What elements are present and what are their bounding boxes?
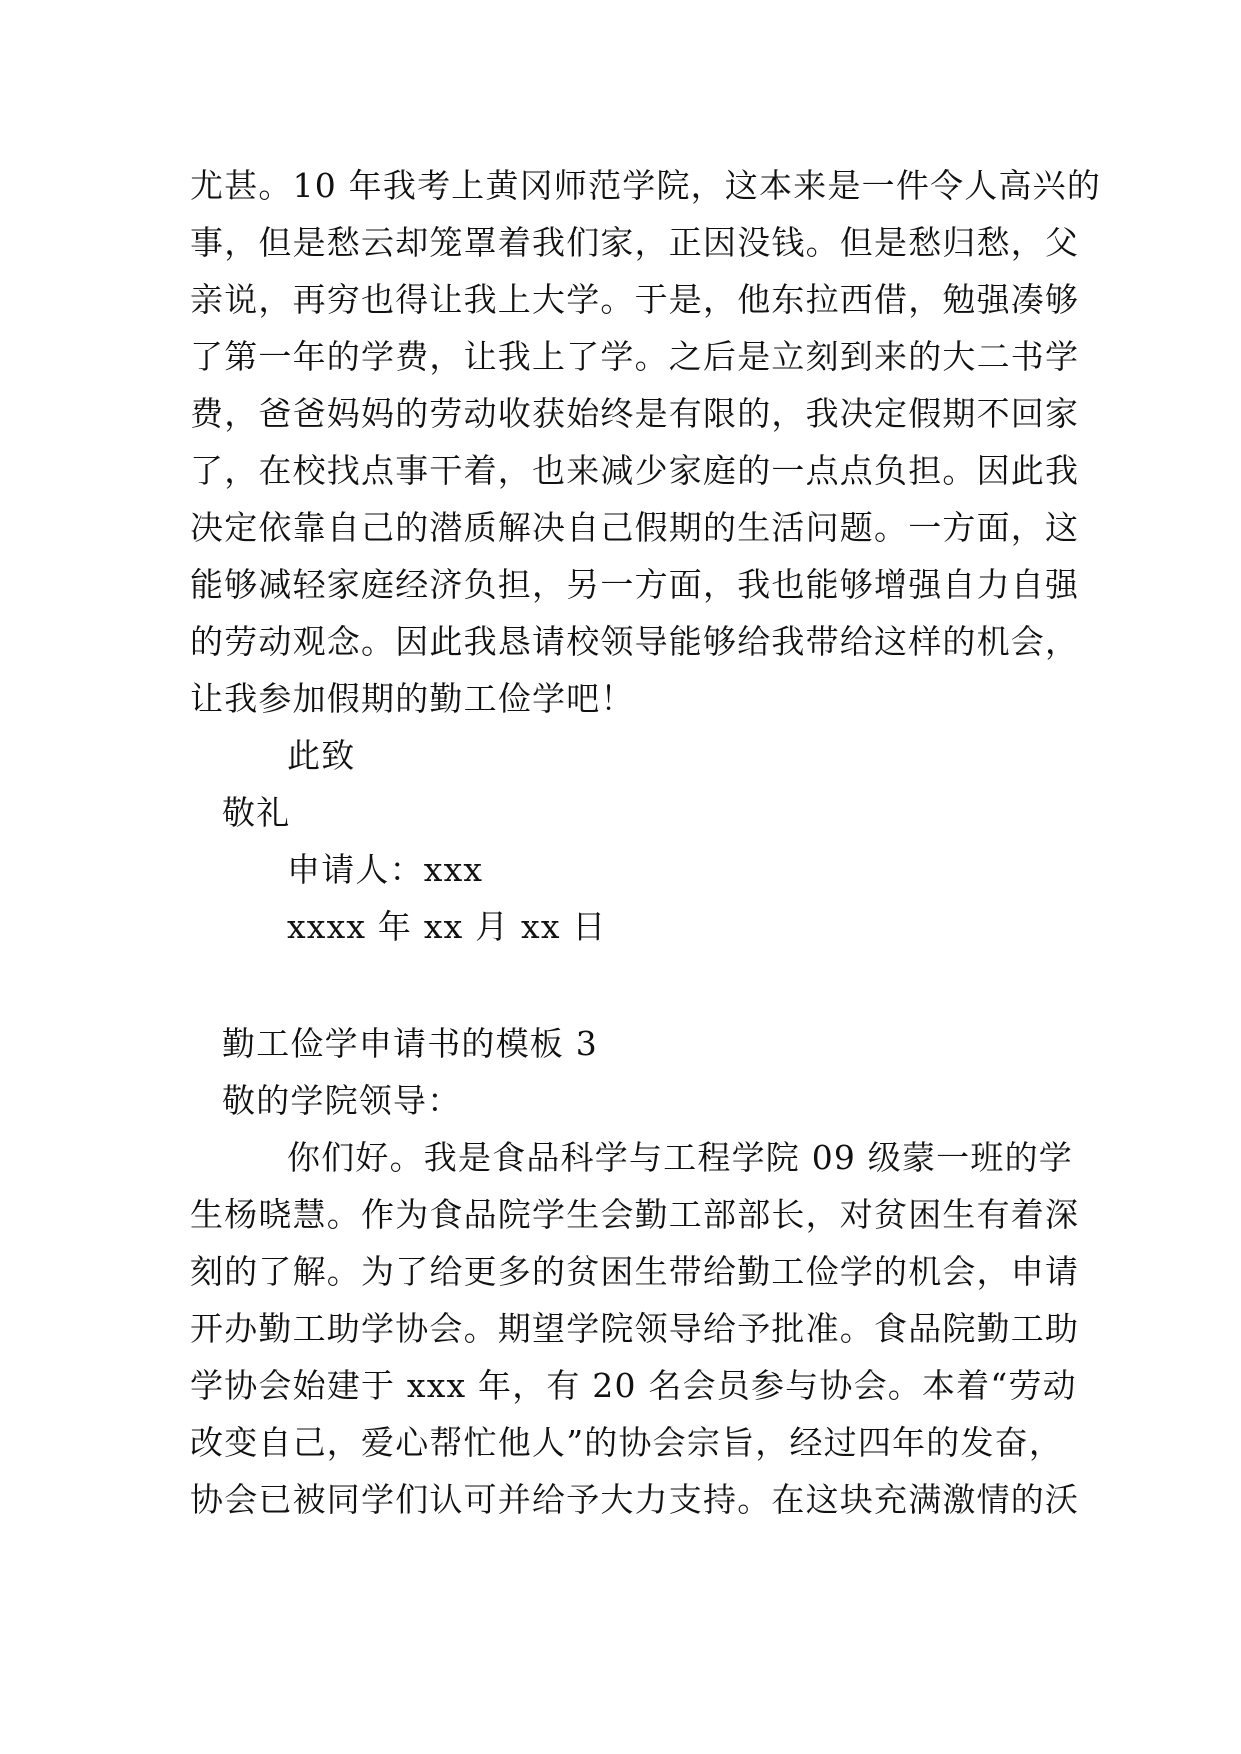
salute-text: 敬礼 <box>222 793 291 832</box>
paragraph-line: 学协会始建于 xxx 年，有 20 名会员参与协会。本着“劳动 <box>190 1366 1077 1405</box>
paragraph-line: 让我参加假期的勤工俭学吧！ <box>190 679 635 718</box>
closing-text: 此致 <box>287 736 356 775</box>
paragraph-line: 亲说，再穷也得让我上大学。于是，他东拉西借，勉强凑够 <box>190 280 1080 319</box>
paragraph-line: 改变自己，爱心帮忙他人”的协会宗旨，经过四年的发奋， <box>190 1423 1064 1462</box>
paragraph-line: 你们好。我是食品科学与工程学院 09 级蒙一班的学 <box>287 1138 1073 1177</box>
paragraph-line: 刻的了解。为了给更多的贫困生带给勤工俭学的机会，申请 <box>190 1252 1080 1291</box>
section-title: 勤工俭学申请书的模板 3 <box>222 1024 598 1063</box>
paragraph-line: 能够减轻家庭经济负担，另一方面，我也能够增强自力自强 <box>190 565 1080 604</box>
paragraph-line: 费，爸爸妈妈的劳动收获始终是有限的，我决定假期不回家 <box>190 394 1080 433</box>
paragraph-line: 生杨晓慧。作为食品院学生会勤工部部长，对贫困生有着深 <box>190 1195 1080 1234</box>
paragraph-line: 的劳动观念。因此我恳请校领导能够给我带给这样的机会， <box>190 622 1080 661</box>
paragraph-line: 了第一年的学费，让我上了学。之后是立刻到来的大二书学 <box>190 337 1080 376</box>
paragraph-line: 事，但是愁云却笼罩着我们家，正因没钱。但是愁归愁，父 <box>190 223 1080 262</box>
greeting-line: 敬的学院领导： <box>222 1081 462 1120</box>
paragraph-line: 尤甚。10 年我考上黄冈师范学院，这本来是一件令人高兴的 <box>190 166 1102 205</box>
date-line: xxxx 年 xx 月 xx 日 <box>287 907 607 946</box>
paragraph-line: 决定依靠自己的潜质解决自己假期的生活问题。一方面，这 <box>190 508 1080 547</box>
paragraph-line: 了，在校找点事干着，也来减少家庭的一点点负担。因此我 <box>190 451 1080 490</box>
applicant-line: 申请人：xxx <box>287 850 484 889</box>
paragraph-line: 开办勤工助学协会。期望学院领导给予批准。食品院勤工助 <box>190 1309 1080 1348</box>
paragraph-line: 协会已被同学们认可并给予大力支持。在这块充满激情的沃 <box>190 1480 1080 1519</box>
